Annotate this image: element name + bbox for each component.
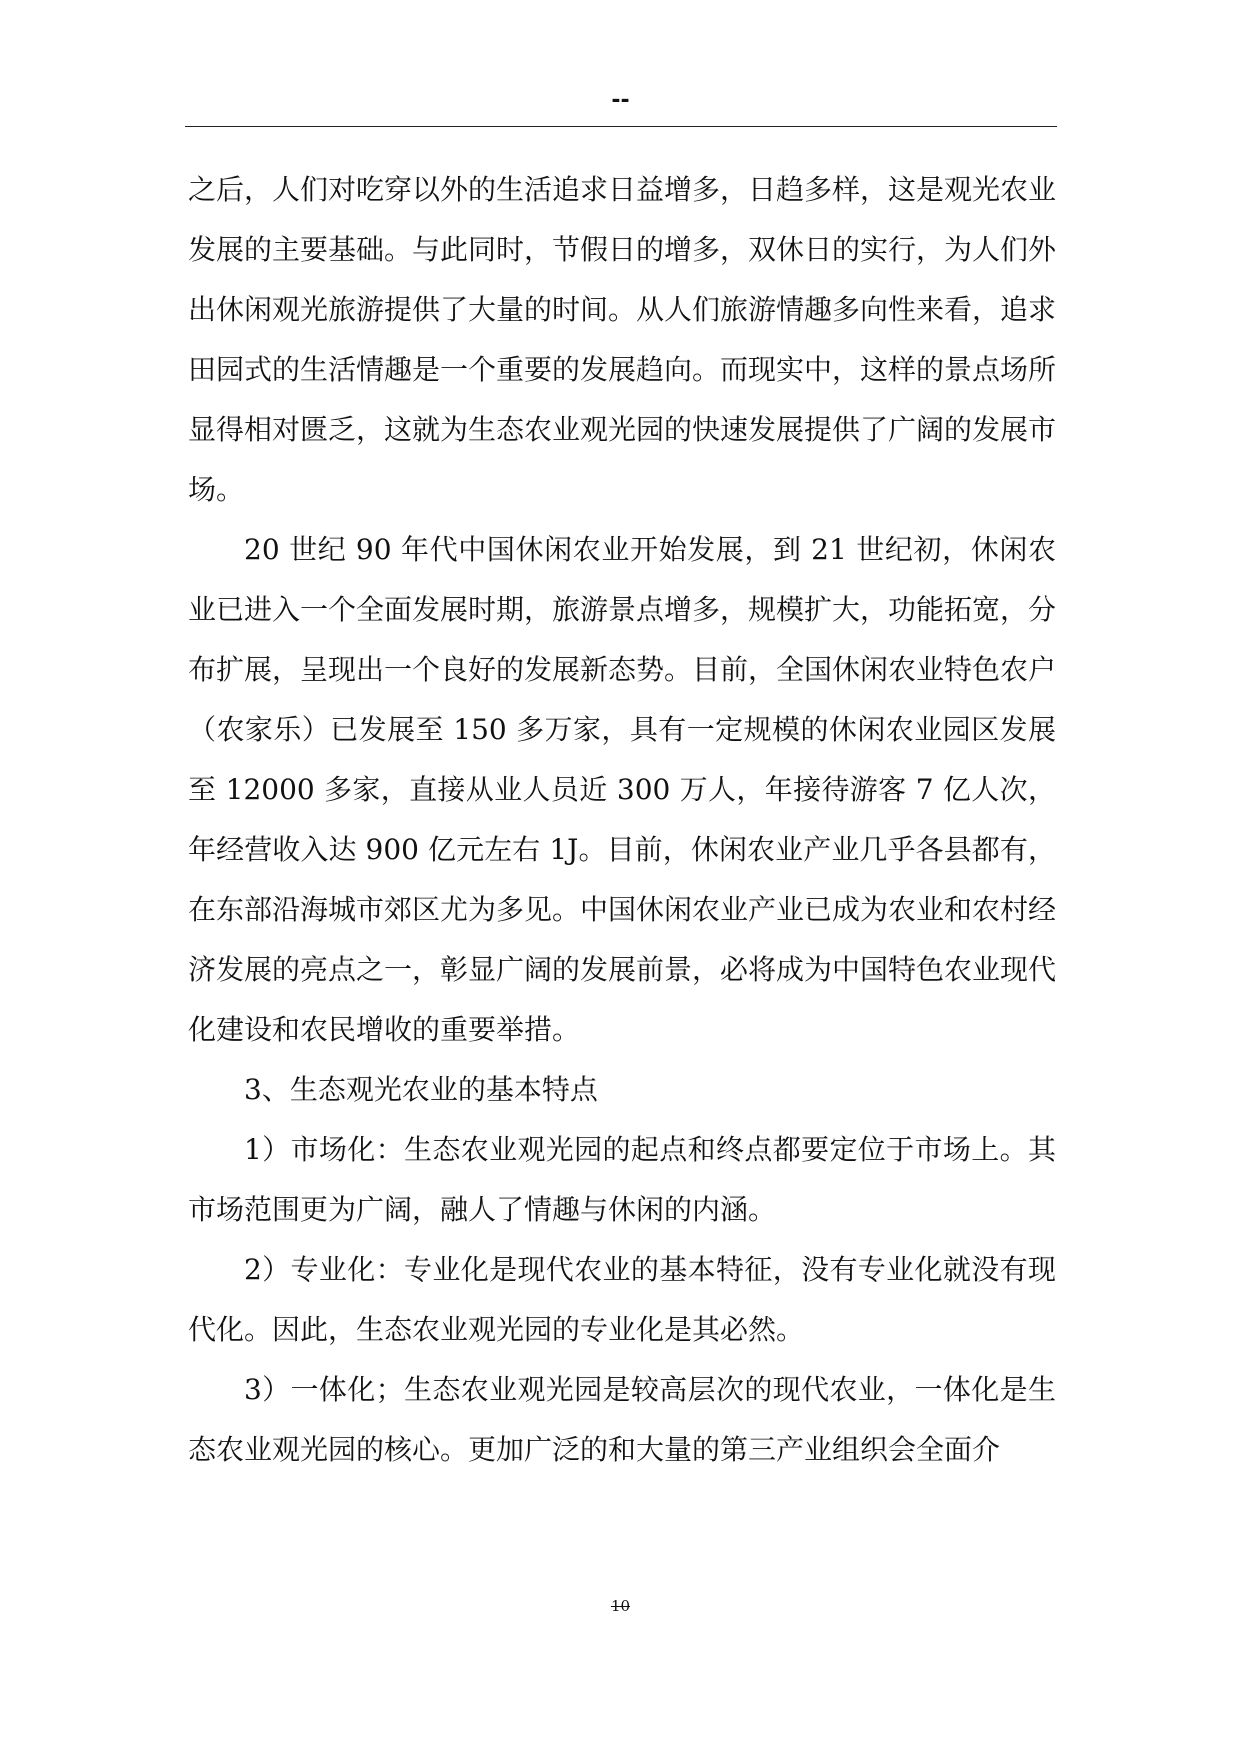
paragraph-integration: 3）一体化；生态农业观光园是较高层次的现代农业，一体化是生态农业观光园的核心。更加广泛的和大量的第三产业组织会全面介 xyxy=(188,1373,1056,1466)
section-heading-features: 3、生态观光农业的基本特点 xyxy=(244,1073,598,1106)
header-mark: -- xyxy=(611,88,630,113)
paragraph-specialization: 2）专业化：专业化是现代农业的基本特征，没有专业化就没有现代化。因此，生态农业观光园的专业化是其必然。 xyxy=(188,1253,1056,1346)
header-rule xyxy=(185,126,1057,127)
paragraph-development-history: 20 世纪 90 年代中国休闲农业开始发展，到 21 世纪初，休闲农业已进入一个全面发展时期，旅游景点增多，规模扩大，功能拓宽，分布扩展，呈现出一个良好的发展新态势。目前，全国休闲农业特色农户（农家乐）已发展至 150 多万家，具有一定规模的休闲农业园区发展至 12000 多家，直接从业人员近 300 万人，年接待游客 7 亿人次，年经营收入达 900 亿元左右 1J。目前，休闲农业产业几乎各县都有，在东部沿海城市郊区尤为多见。中国休闲农业产业已成为农业和农村经济发展的亮点之一，彰显广阔的发展前景，必将成为中国特色农业现代化建设和农民增收的重要举措。 xyxy=(188,533,1057,1046)
page-number: 10 xyxy=(610,1597,631,1615)
document-body xyxy=(188,160,1056,1480)
paragraph-intro-continuation: 之后，人们对吃穿以外的生活追求日益增多，日趋多样，这是观光农业发展的主要基础。与此同时，节假日的增多，双休日的实行，为人们外出休闲观光旅游提供了大量的时间。从人们旅游情趣多向性来看，追求田园式的生活情趣是一个重要的发展趋向。而现实中，这样的景点场所显得相对匮乏，这就为生态农业观光园的快速发展提供了广阔的发展市场。 xyxy=(188,173,1057,506)
paragraph-marketization: 1）市场化：生态农业观光园的起点和终点都要定位于市场上。其市场范围更为广阔，融人了情趣与休闲的内涵。 xyxy=(188,1133,1056,1226)
